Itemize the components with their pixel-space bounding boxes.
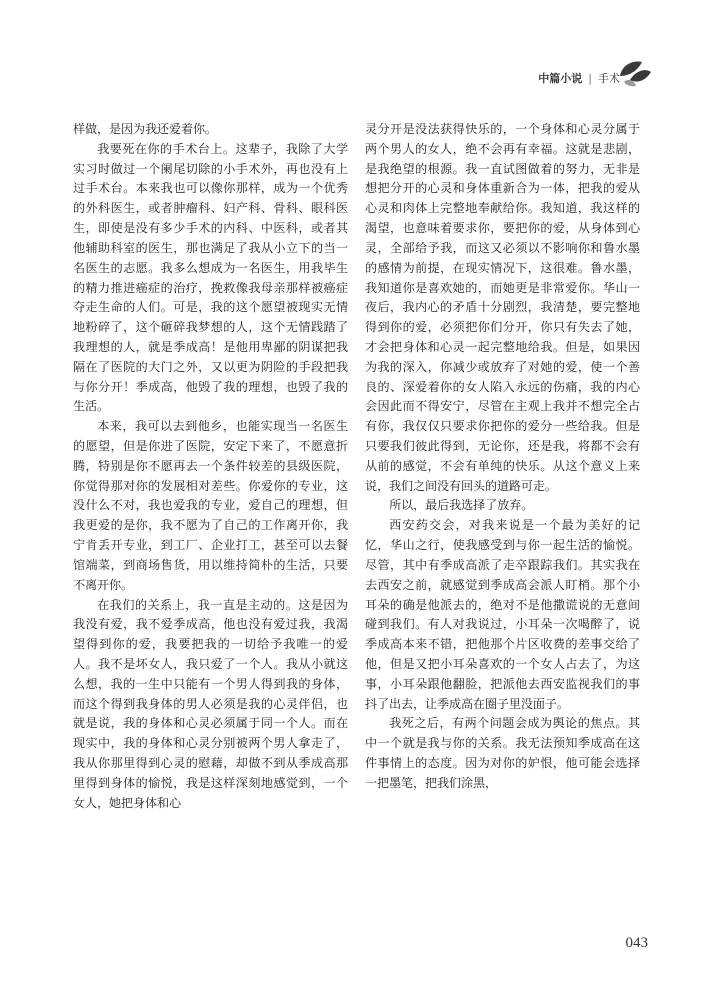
running-header xyxy=(538,68,620,88)
paragraph: 灵分开是没法获得快乐的，一个身体和心灵分属于两个男人的女人，绝不会再有幸福。这就是悲剧，是我绝望的根源。我一直试图做着的努力，无非是想把分开的心灵和身体重新合为一体，把我的爱从心灵和肉体上完整地奉献给你。我知道，我这样的渴望，也意味着要求你，要把你的爱，从身体到心灵，全部给予我，而这又必须以不影响你和鲁水墨的感情为前提，在现实情况下，这很难。鲁水墨，我知道你是喜欢她的，而她更是非常爱你。华山一夜后，我内心的矛盾十分剧烈，我清楚，要完整地得到你的爱，必须把你们分开，你只有失去了她，才会把身体和心灵一起完整地给我。但是，如果因为我的深入，你减少或放弃了对她的爱，使一个善良的、深爱着你的女人陷入永远的伤痛，我的内心会因此而不得安宁，尽管在主观上我并不想完全占有你，我仅仅只要求你把你的爱分一些给我。但是只要我们彼此得到，无论你，还是我，将都不会有从前的感觉，不会有单纯的快乐。从这个意义上来说，我们之间没有回头的道路可走。 xyxy=(365,122,640,493)
section-category: 中篇小说 xyxy=(538,72,583,85)
left-column xyxy=(73,120,348,813)
right-column xyxy=(365,120,640,794)
paragraph: 所以，最后我选择了放弃。 xyxy=(389,498,534,513)
body-columns xyxy=(73,120,645,880)
page-number: 043 xyxy=(625,935,648,951)
paragraph: 我要死在你的手术台上。这辈子，我除了大学实习时做过一个阑尾切除的小手术外，再也没有上过手术台。本来我也可以像你那样，成为一个优秀的外科医生，或者肿瘤科、妇产科、骨科、眼科医生，即使是没有多少手术的内科、中医科，或者其他辅助科室的医生，那也满足了我从小立下的当一名医生的志愿。我多么想成为一名医生，用我毕生的精力推进癌症的治疗，挽救像我母亲那样被癌症夺走生命的人们。可是，我的这个愿望被现实无情地粉碎了，这个砸碎我梦想的人，这个无情践踏了我理想的人，就是季成高！是他用卑鄙的阴谋把我隔在了医院的大门之外，又以更为阴险的手段把我与你分开！季成高，他毁了我的理想，也毁了我的生活。 xyxy=(73,141,348,414)
paragraph: 我死之后，有两个问题会成为舆论的焦点。其中一个就是我与你的关系。我无法预知季成高在这件事情上的态度。因为对你的妒恨，他可能会选择一把墨笔，把我们涂黑， xyxy=(365,716,640,790)
paragraph: 本来，我可以去到他乡，也能实现当一名医生的愿望，但是你进了医院，安定下来了，不愿意折腾，特别是你不愿再去一个条件较差的县级医院，你觉得那对你的发展相对差些。你爱你的专业，这没什么不对，我也爱我的专业，爱自己的理想，但我更爱的是你，我不愿为了自己的工作离开你，我宁肯丢开专业，到工厂、企业打工，甚至可以去餐馆端菜，到商场售货，用以维持简朴的生活，只要不离开你。 xyxy=(73,419,348,592)
paragraph: 样做，是因为我还爱着你。 xyxy=(73,122,217,136)
story-title: 手术 xyxy=(598,72,620,85)
header-separator: | xyxy=(588,71,592,85)
paragraph: 在我们的关系上，我一直是主动的。这是因为我没有爱，我不爱季成高，他也没有爱过我，我渴望得到你的爱，我要把我的一切给予我唯一的爱人。我不是坏女人，我只爱了一个人。我从小就这么想，我的一生中只能有一个男人得到我的身体，而这个得到我身体的男人必须是我的心灵伴侣，也就是说，我的身体和心灵必须属于同一个人。而在现实中，我的身体和心灵分别被两个男人拿走了，我从你那里得到心灵的慰藉，却做不到从季成高那里得到身体的愉悦，我是这样深刻地感觉到，一个女人，她把身体和心 xyxy=(73,597,348,810)
paragraph: 西安药交会，对我来说是一个最为美好的记忆，华山之行，使我感受到与你一起生活的愉悦。尽管，其中有季成高派了走卒跟踪我们。其实我在去西安之前，就感觉到季成高会派人盯梢。那个小耳朵的确是他派去的，绝对不是他撒谎说的无意间碰到我们。有人对我说过，小耳朵一次喝醉了，说季成高本来不错，把他那个片区收费的差事交给了他，但是又把小耳朵喜欢的一个女人占去了，为这事，小耳朵跟他翻脸，把派他去西安监视我们的事抖了出去，让季成高在圈子里没面子。 xyxy=(365,518,640,711)
leaf-logo-icon xyxy=(616,58,652,88)
